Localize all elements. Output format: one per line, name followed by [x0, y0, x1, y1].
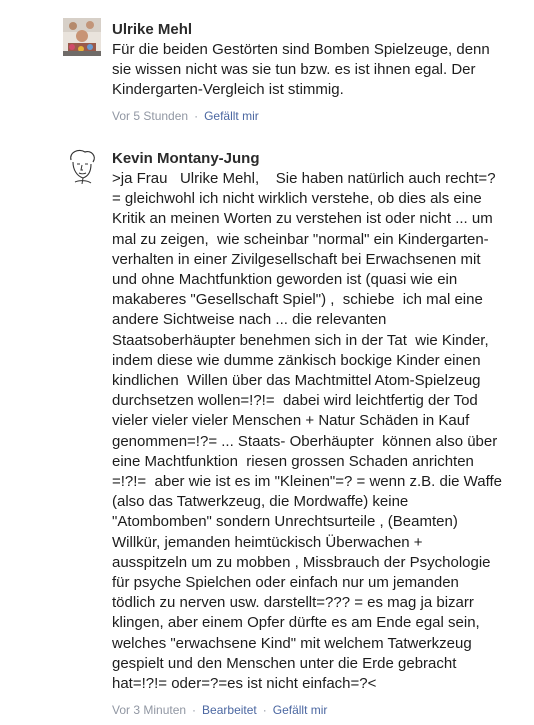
comment-timestamp[interactable]: Vor 5 Stunden [112, 108, 189, 123]
comment-meta [112, 702, 524, 718]
separator-dot: · [192, 703, 197, 718]
comment-ulrike-mehl [0, 0, 534, 130]
comment-kevin-montany-jung [0, 140, 534, 725]
separator-dot: · [194, 108, 199, 123]
comment-text: >ja Frau Ulrike Mehl, Sie haben natürlich auch recht=? = gleichwohl ich nicht wirklich verstehe, ob dies als eine Kritik an meinen Worten zu verstehen ist oder nicht ... um mal zu zeigen, wie scheinbar "normal" ein Kindergarten- verhalten in einer Zivilgesellschaft bei Erwachsenen mit und ohne Machtfunktion geworden ist (quasi wie ein makaberes "Gesellschaft Spiel") , schiebe ich mal eine andere Sichtweise nach ... die relevanten Staatsoberhäupter benehmen sich in der Tat wie Kinder, indem diese wie dumme zänkisch bockige Kinder einen kindlichen Willen über das Machtmittel Atom-Spielzeug durchsetzen wollen=!?!= dabei wird leichtfertig der Tod vieler vieler vieler Menschen + Natur Schäden in Kauf genommen=!?= ... Staats- Oberhäupter können also über eine Machtfunktion riesen grossen Schaden anrichten =!?!= aber wie ist es im "Kleinen"=? = wenn z.B. die Waffe (also das Tatwerkzeug, die Mordwaffe) keine "Atombomben" sondern Unrechtsurteile , (Beamten) Willkür, jemanden heimtückisch Überwachen + ausspitzeln um zu mobben , Missbrauch der Psychologie für psyche Spielchen oder einfach nur um jemanden tödlich zu nerven usw. darstellt=??? = es mag ja bizarr klingen, aber einem Opfer dürfte es am Ende egal sein, welches "erwachsene Kind" mit welchem Tatwerkzeug gespielt und den Menschen unter die Erde gebracht hat=!?!= oder=?=es ist nicht einfach=?< [112, 170, 503, 693]
sketch-face-icon[interactable] [63, 146, 101, 184]
comment-text: Für die beiden Gestörten sind Bomben Spielzeuge, denn sie wissen nicht was sie tun bzw. es ist ihnen egal. Der Kindergarten-Vergleich ist stimmig. [112, 41, 490, 99]
separator-dot: · [262, 703, 267, 718]
like-link[interactable]: Gefällt mir [204, 108, 259, 123]
comment-timestamp[interactable]: Vor 3 Minuten [112, 703, 187, 718]
comment-author[interactable]: Ulrike Mehl [112, 21, 193, 38]
comment-author[interactable]: Kevin Montany-Jung [112, 150, 260, 167]
profile-photo-icon[interactable] [63, 18, 101, 56]
like-link[interactable]: Gefällt mir [272, 703, 328, 718]
comment-meta [112, 108, 524, 124]
edited-link[interactable]: Bearbeitet [202, 703, 257, 718]
